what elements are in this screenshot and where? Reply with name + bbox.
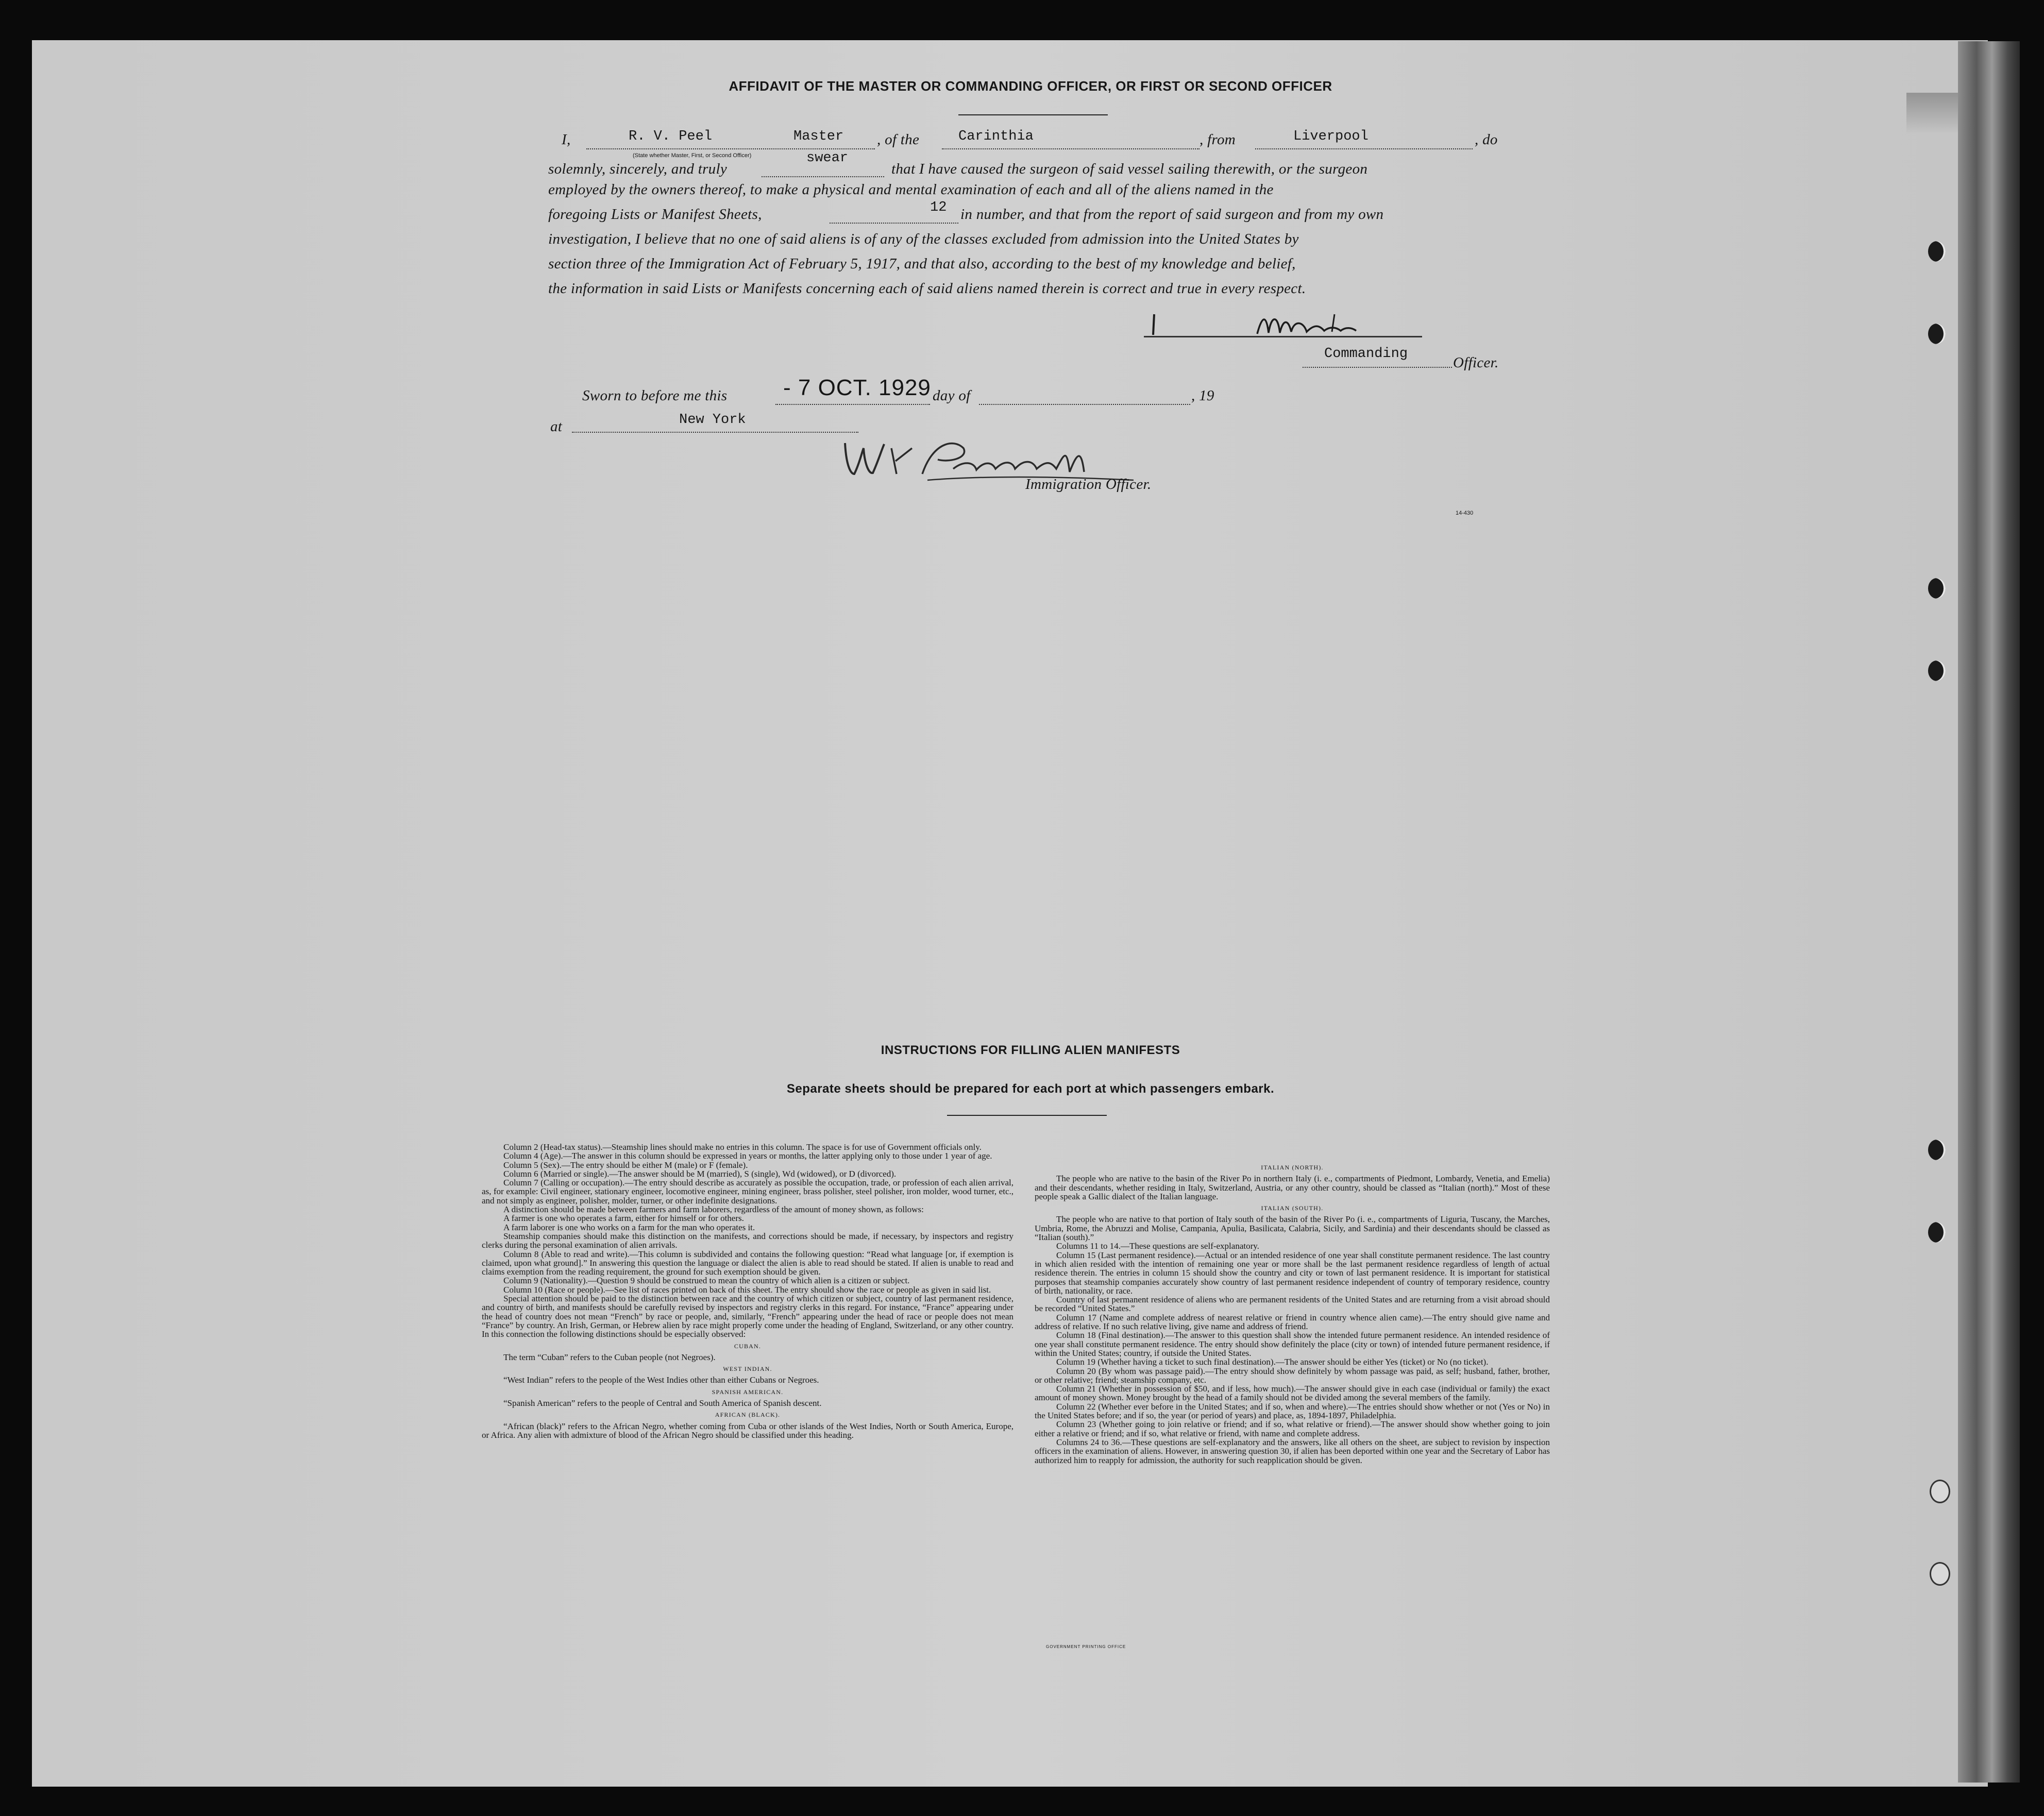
vessel-name: Carinthia [958,129,1034,144]
instructions-left-column [482,1143,1013,1439]
officer-word: Officer. [1453,354,1499,371]
page-binding-edge [1958,41,2020,1783]
punch-hole [1928,1222,1946,1243]
instruction-heading: WEST INDIAN. [723,1365,772,1373]
instruction-paragraph: Column 20 (By whom was passage paid).—The entry should show definitely by whom passage was paid, as self; husband, father, brother, or other relative; friend; steamship company, etc. [1035,1366,1550,1385]
instruction-paragraph: Column 19 (Whether having a ticket to such final destination).—The answer should be either Yes (ticket) or No (no ticket). [1056,1357,1489,1367]
affidavit-line-5: investigation, I believe that no one of said aliens is of any of the classes excluded from admission into the United States by [548,231,1299,247]
instruction-paragraph: Column 9 (Nationality).—Question 9 should be construed to mean the country of which alien is a citizen or subject. [503,1276,910,1286]
officer-type-blank [1303,367,1452,368]
affidavit-line-6: section three of the Immigration Act of February 5, 1917, and that also, according to the best of my knowledge and belief, [548,256,1296,272]
instruction-paragraph: Column 15 (Last permanent residence).—Actual or an intended residence of one year shall constitute permanent residence. The last country in which alien resided with the intention of remaining one year or more shall be the last permanent residence regardless of length of actual residence therein. The entries in column 15 should show the country and city or town of last permanent residence. It is important for statistical purposes that steamship companies accurately show country of last permanent residence independent of country of temporary residence, country of birth, nationality, or race. [1035,1250,1550,1296]
instruction-heading: ITALIAN (SOUTH). [1261,1204,1324,1212]
instruction-paragraph: Country of last permanent residence of aliens who are permanent residents of the United States and are returning from a visit abroad should be recorded “United States.” [1035,1295,1550,1314]
oath-word: swear [806,150,849,166]
instruction-paragraph: Column 18 (Final destination).—The answer to this question shall show the intended future permanent residence. An intended residence of one year shall constitute permanent residence. The entry should show definitely the place (city or town) of intended future permanent residence, if within the United States; country, if outside the United States. [1035,1330,1550,1358]
instruction-paragraph: Column 23 (Whether going to join relative or friend; and if so, what relative or friend).—The answer should show whether going to join either a relative or friend; and if so, what relative or friend, with name and complete address. [1035,1419,1550,1438]
instruction-paragraph: Column 10 (Race or people).—See list of races printed on back of this sheet. The entry should show the race or people as given in said list. [503,1284,991,1295]
punch-hole [1928,660,1946,681]
instruction-paragraph: Column 17 (Name and complete address of nearest relative or friend in country whence alien came).—The entry should give name and address of relative. If no such relative living, give name and address of friend. [1035,1312,1550,1332]
word-from: , from [1200,131,1236,148]
affidavit-line-4-start: foregoing Lists or Manifest Sheets, [548,206,762,223]
departure-port: Liverpool [1293,129,1369,144]
instruction-paragraph: The people who are native to that portion of Italy south of the basin of the River Po (i. e., compartments of Liguria, Tuscany, the Marches, Umbria, Rome, the Abruzzi and Molise, Campania, Apulia, Basilicata, Calabria, Sicily, and Sardinia) and their descendants should be classed as “Italian (south).” [1035,1214,1550,1243]
sworn-date-blank [775,404,930,405]
manifest-page [32,40,1988,1787]
form-number: 14-430 [1456,510,1474,516]
instruction-paragraph: Column 8 (Able to read and write).—This column is subdivided and contains the following question: “Read what language [or, if exemption is claimed, upon what ground].” In answering this question the language or dialect the alien is able to read should be stated. If alien is unable to read and claims exemption from the reading requirement, the ground for such exemption should be given. [482,1249,1013,1277]
sworn-start: Sworn to before me this [582,387,728,404]
instruction-paragraph: Column 22 (Whether ever before in the United States; and if so, when and where).—The entries should show whether or not (Yes or No) in the United States before; and if so, the year (or period of years) and place, as, 1894-1897, Philadelphia. [1035,1401,1550,1421]
punch-hole [1928,241,1946,262]
name-blank [586,148,875,149]
instruction-heading: CUBAN. [734,1342,762,1350]
punch-hole [1928,578,1946,599]
officer-signature [1134,304,1422,345]
affidavit-line-2-end: that I have caused the surgeon of said vessel sailing therewith, or the surgeon [891,161,1368,177]
instruction-heading: AFRICAN (BLACK). [715,1411,781,1419]
bleed-through-mark [1906,93,1958,134]
instruction-paragraph: Column 4 (Age).—The answer in this column should be expressed in years or months, the latter applying only to those under 1 year of age. [503,1151,992,1161]
rank-note: (State whether Master, First, or Second Officer) [633,152,752,159]
instruction-paragraph: A distinction should be made between farmers and farm laborers, regardless of the amount of money shown, as follows: [503,1204,924,1215]
instruction-heading: ITALIAN (NORTH). [1261,1164,1324,1171]
punch-hole [1928,324,1946,344]
instruction-paragraph: “Spanish American” refers to the people of Central and South America of Spanish descent. [503,1398,822,1408]
master-name: R. V. Peel [629,129,713,144]
instructions-title: INSTRUCTIONS FOR FILLING ALIEN MANIFESTS [881,1043,1180,1057]
place-blank [572,432,858,433]
immigration-officer-label: Immigration Officer. [1025,476,1152,493]
sworn-date-stamp: - 7 OCT. 1929 [783,375,931,400]
instruction-heading: SPANISH AMERICAN. [712,1388,784,1396]
instruction-paragraph: A farmer is one who operates a farm, either for himself or for others. [503,1213,744,1224]
punch-hole [1928,1140,1946,1160]
instruction-paragraph: “West Indian” refers to the people of the West Indies other than either Cubans or Negroes. [503,1375,819,1385]
affidavit-line-3: employed by the owners thereof, to make a physical and mental examination of each and all of the aliens named in the [548,181,1274,198]
punch-hole [1930,1562,1950,1586]
day-of: day of [933,387,971,404]
printer-note: GOVERNMENT PRINTING OFFICE [1046,1644,1126,1649]
instruction-paragraph: Column 21 (Whether in possession of $50, and if less, how much).—The answer should give in each case (individual or family) the exact amount of money shown. Money brought by the head of a family should not be divided among the several members of the family. [1035,1384,1550,1403]
affidavit-line-4-end: in number, and that from the report of said surgeon and from my own [960,206,1384,223]
instruction-paragraph: The people who are native to the basin of the River Po in northern Italy (i. e., compartments of Piedmont, Lombardy, Venetia, and Emelia) and their descendants, whether residing in Italy, Switzerland, Austria, or any other country, should be classed as “Italian (north).” Most of these people speak a Gallic dialect of the Italian language. [1035,1174,1550,1201]
affidavit-line-2-start: solemnly, sincerely, and truly [548,161,728,177]
rank-field: Master [793,129,844,144]
instruction-paragraph: Column 7 (Calling or occupation).—The entry should describe as accurately as possible the occupation, trade, or profession of each alien arrival, as, for example: Civil engineer, stationary engineer, locomotive engineer, mining engineer, brass polisher, steel polisher, iron molder, wood turner, etc., and not simply as engineer, polisher, molder, turner, or other indefinite designations. [482,1178,1013,1206]
oath-blank [762,176,884,177]
punch-hole [1930,1480,1950,1503]
affidavit-line-7: the information in said Lists or Manifests concerning each of said aliens named therein is correct and true in every respect. [548,280,1306,297]
officer-signature-line [1144,336,1422,337]
at-label: at [550,418,563,435]
instruction-paragraph: Columns 11 to 14.—These questions are self-explanatory. [1056,1241,1259,1251]
word-i: I, [562,131,571,148]
instruction-paragraph: The term “Cuban” refers to the Cuban people (not Negroes). [503,1352,716,1362]
instruction-paragraph: Steamship companies should make this distinction on the manifests, and corrections should be made, if necessary, by inspectors and registry clerks during the personal examination of alien arrivals. [482,1231,1013,1250]
word-do: , do [1475,131,1498,148]
instruction-paragraph: A farm laborer is one who works on a farm for the man who operates it. [503,1222,755,1232]
instruction-paragraph: “African (black)” refers to the African Negro, whether coming from Cuba or other islands of the West Indies, North or South America, Europe, or Africa. Any alien with admixture of blood of the African Negro should be classified under this heading. [482,1421,1013,1440]
affidavit-title: AFFIDAVIT OF THE MASTER OR COMMANDING OFFICER, OR FIRST OR SECOND OFFICER [729,78,1332,94]
instruction-paragraph: Column 6 (Married or single).—The answer should be M (married), S (single), Wd (widowed), or D (divorced). [503,1168,897,1179]
title-rule [958,114,1108,115]
sheet-count: 12 [930,200,947,215]
port-blank [1255,148,1473,149]
month-blank [979,404,1190,405]
vessel-blank [942,148,1200,149]
word-of-the: , of the [877,131,920,148]
instruction-paragraph: Column 5 (Sex).—The entry should be either M (male) or F (female). [503,1160,748,1170]
instructions-rule [947,1115,1107,1116]
officer-type: Commanding [1324,346,1408,362]
sworn-place: New York [679,412,746,428]
instruction-paragraph: Special attention should be paid to the distinction between race and the country of which citizen or subject, country of last permanent residence, and country of birth, and manifests should be carefully revised by inspectors and registry clerks in this regard. For instance, “France” appearing under the head of country does not mean “French” by race or people, and, similarly, “French” appearing under the head of race or people does not mean “France” by country. An Irish, German, or Hebrew alien by race might properly come under the heading of England, Switzerland, or any other country. In this connection the following distinctions should be especially observed: [482,1294,1013,1339]
instructions-right-column [1035,1160,1550,1465]
year-prefix: , 19 [1191,387,1214,404]
instruction-paragraph: Columns 24 to 36.—These questions are self-explanatory and the answers, like all others on the sheet, are subject to revision by inspection officers in the examination of aliens. However, in answering question 30, if alien has been deported within one year and the Secretary of Labor has authorized him to reapply for admission, the authority for such reapplication should be given. [1035,1437,1550,1465]
sheets-blank [830,223,958,224]
instructions-subtitle: Separate sheets should be prepared for each port at which passengers embark. [786,1082,1275,1096]
instruction-paragraph: Column 2 (Head-tax status).—Steamship lines should make no entries in this column. The space is for use of Government officials only. [503,1142,982,1152]
